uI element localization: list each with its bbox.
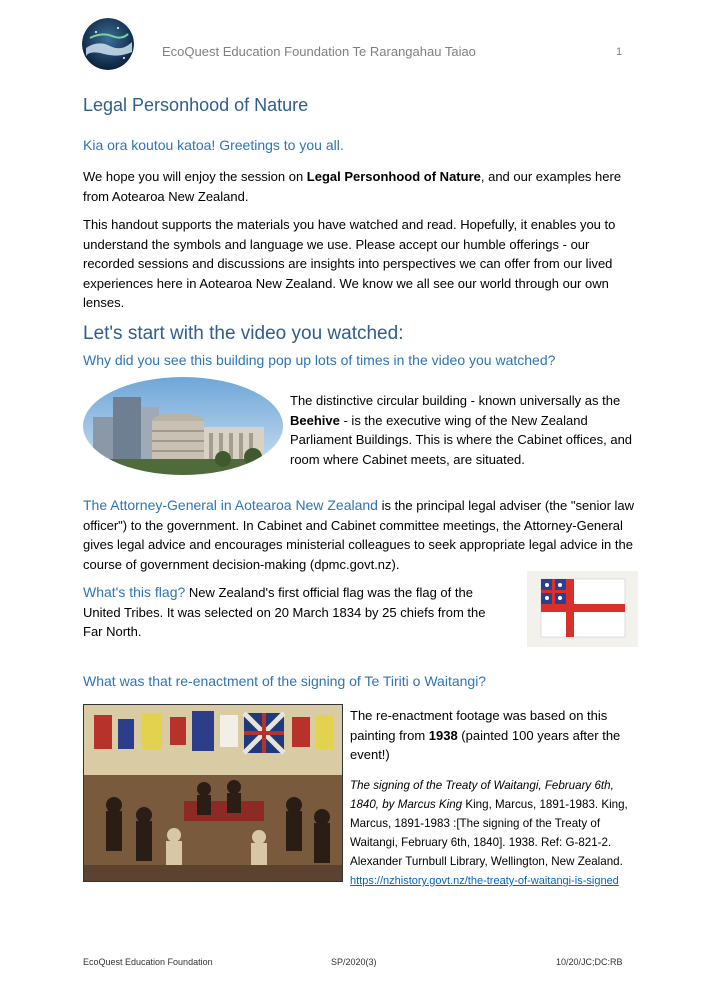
intro-text-b: , and our examples here from Aotearoa New Zealand. <box>83 169 622 204</box>
video-question: Why did you see this building pop up lots of times in the video you watched? <box>83 352 556 368</box>
flag-text: New Zealand's first official flag was the flag of the United Tribes. It was selected on 20 March 1834 by 25 chiefs from the Far North. <box>83 585 486 639</box>
flag-paragraph <box>83 583 508 642</box>
page-number: 1 <box>616 46 623 58</box>
intro-paragraph-2: This handout supports the materials you have watched and read. Hopefully, it enables you to understand the symbols and language we use. Please accept our humble offerings - our recorded sessions and discussions are insights into perspectives we can offer from our lived experiences here in Aotearoa New Zealand. We know we all see our world through our own lenses. <box>83 217 616 310</box>
beehive-text-a: The distinctive circular building - known universally as the <box>290 393 621 408</box>
treaty-bold: 1938 <box>428 727 458 743</box>
globe-logo-icon <box>82 18 134 70</box>
footer-left: EcoQuest Education Foundation <box>83 957 213 967</box>
treaty-caption-rest: King, Marcus, 1891-1983. King, Marcus, 1891-1983 :[The signing of the Treaty of Waitangi, February 6th, 1840]. 1938. Ref: G-821-2. Alexander Turnbull Library, Wellington, New Zealand. <box>350 798 628 868</box>
greeting-heading: Kia ora koutou katoa! Greetings to you all. <box>83 137 344 153</box>
intro-text-a: We hope you will enjoy the session on <box>83 169 307 184</box>
footer-center: SP/2020(3) <box>331 957 377 967</box>
treaty-description <box>350 706 640 765</box>
attorney-paragraph <box>83 496 635 574</box>
intro-paragraph-1 <box>83 167 633 206</box>
page-title: Legal Personhood of Nature <box>83 95 309 115</box>
attorney-lead: The Attorney-General in Aotearoa New Zealand <box>83 497 378 513</box>
beehive-text-b: - is the executive wing of the New Zealand Parliament Buildings. This is where the Cabinet offices, and room where Cabinet meets, are situated. <box>290 412 633 467</box>
treaty-painting-image <box>83 704 343 882</box>
beehive-description <box>290 391 635 469</box>
flag-lead: What's this flag? <box>83 584 186 600</box>
treaty-text-a: The re-enactment footage was based on this painting from <box>350 708 608 743</box>
beehive-bold: Beehive <box>290 412 340 428</box>
attorney-text: is the principal legal adviser (the "senior law officer") to the government. In Cabinet and Cabinet committee meetings, the Attorney-General gives legal advice and encourages ministerial colleagues to seek appropriate legal advice in the course of government decision-making (dpmc.govt.nz). <box>83 498 635 572</box>
treaty-caption-title: The signing of the Treaty of Waitangi, February 6th, 1840, by Marcus King <box>350 779 614 811</box>
video-section-heading: Let's start with the video you watched: <box>83 323 404 344</box>
intro-bold: Legal Personhood of Nature <box>306 169 481 184</box>
header-org-title: EcoQuest Education Foundation Te Rarangahau Taiao <box>162 44 476 59</box>
treaty-heading: What was that re-enactment of the signing of Te Tiriti o Waitangi? <box>83 673 487 689</box>
united-tribes-flag-image <box>527 571 638 647</box>
treaty-caption <box>350 776 642 891</box>
treaty-source-link[interactable]: https://nzhistory.govt.nz/the-treaty-of-waitangi-is-signed <box>350 875 619 887</box>
treaty-text-b: (painted 100 years after the event!) <box>350 727 621 762</box>
beehive-image <box>83 377 283 475</box>
footer-right: 10/20/JC;DC:RB <box>556 957 623 967</box>
